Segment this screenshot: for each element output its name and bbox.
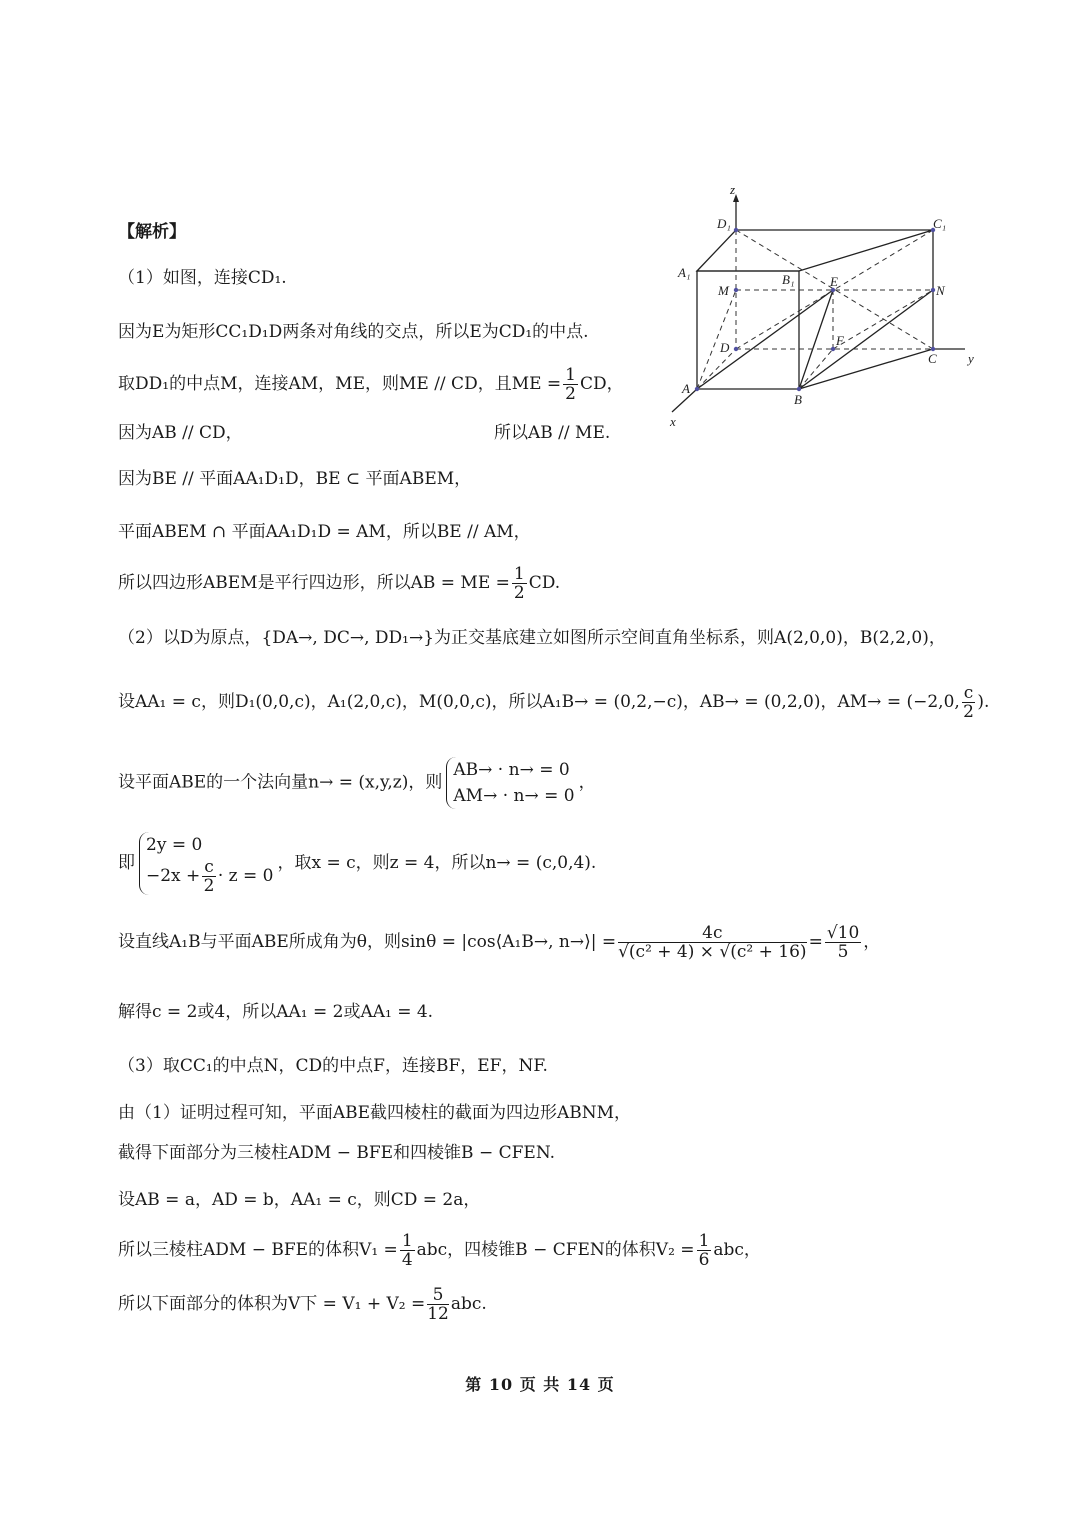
label-d1: D₁	[717, 216, 731, 231]
text-line-3-part-a: 取DD₁的中点M，连接AM，ME，则ME // CD，且ME =	[118, 374, 562, 394]
edge-bc	[799, 349, 933, 389]
fraction-c-over-2-b: $\frac{c}{2}$	[203, 857, 215, 896]
fraction-c-over-2: $\frac{c}{2}$	[963, 683, 974, 722]
equation-2b: −2x + $\frac{c}{2}$ · z = 0	[146, 857, 274, 896]
analysis-heading: 【解析】	[118, 222, 186, 242]
text-line-3	[118, 366, 624, 403]
fraction-one-sixth: $\frac{1}{6}$	[698, 1231, 710, 1270]
text-line-9	[118, 684, 989, 721]
label-y: y	[968, 351, 974, 366]
text-line-19-part-a: 所以下面部分的体积为V下 = V₁ + V₂ =	[118, 1294, 426, 1314]
label-n: N	[936, 283, 945, 298]
fraction-five-twelfths: $\frac{5}{12}$	[427, 1285, 449, 1324]
text-line-8: （2）以D为原点，{DA→, DC→, DD₁→}为正交基底建立如图所示空间直角坐标系，则A(2,0,0)，B(2,2,0)，	[118, 628, 946, 648]
equation-system-1	[446, 757, 574, 809]
text-line-18	[118, 1232, 761, 1269]
equation-1b: AM→ · n→ = 0	[453, 786, 575, 806]
fraction-one-half-2: $\frac{1}{2}$	[513, 564, 525, 603]
label-d: D	[720, 340, 730, 355]
text-line-7-part-a: 所以四边形ABEM是平行四边形，所以AB = ME =	[118, 573, 510, 593]
point-d	[734, 347, 738, 351]
point-f	[831, 347, 835, 351]
edge-bn	[799, 290, 933, 389]
text-line-19	[118, 1286, 487, 1323]
label-a1: A₁	[678, 265, 691, 280]
text-line-17: 设AB = a，AD = b，AA₁ = c，则CD = 2a，	[118, 1190, 481, 1210]
points	[695, 228, 935, 391]
text-line-3-part-b: CD，	[580, 374, 624, 394]
label-f: F	[836, 333, 844, 348]
prism-figure	[660, 180, 990, 430]
point-n	[931, 288, 935, 292]
text-line-11	[118, 832, 596, 895]
text-line-1: （1）如图，连接CD₁.	[118, 268, 287, 288]
label-c1: C₁	[933, 216, 947, 231]
text-line-12-part-b: =	[808, 932, 823, 952]
text-line-14: （3）取CC₁的中点N，CD的中点F，连接BF，EF，NF.	[118, 1056, 548, 1076]
text-line-4b: 所以AB // ME.	[494, 423, 611, 443]
text-line-11-part-e: ，取x = c，则z = 4，所以n→ = (c,0,4).	[277, 853, 597, 873]
face-top	[697, 230, 933, 271]
text-line-11-part-a: 即	[118, 853, 135, 873]
hidden-edges	[697, 230, 933, 389]
label-x: x	[670, 414, 676, 429]
text-line-5: 因为BE // 平面AA₁D₁D，BE ⊂ 平面ABEM，	[118, 469, 472, 489]
text-line-7	[118, 565, 560, 602]
text-line-12-part-a: 设直线A₁B与平面ABE所成角为θ，则sinθ = |cos⟨A₁B→, n→⟩| =	[118, 932, 617, 952]
text-line-10-part-a: 设平面ABE的一个法向量n→ = (x,y,z)，则	[118, 772, 443, 793]
face-front-aa1b1b	[697, 271, 799, 389]
text-line-13: 解得c = 2或4，所以AA₁ = 2或AA₁ = 4.	[118, 1002, 434, 1022]
page-footer: 第 10 页 共 14 页	[465, 1375, 615, 1394]
text-line-2: 因为E为矩形CC₁D₁D两条对角线的交点，所以E为CD₁的中点.	[118, 322, 589, 342]
text-line-6: 平面ABEM ∩ 平面AA₁D₁D = AM，所以BE // AM，	[118, 522, 531, 542]
equation-system-2	[139, 832, 273, 895]
label-c: C	[928, 351, 937, 366]
label-m: M	[718, 283, 729, 298]
text-line-16: 截得下面部分为三棱柱ADM − BFE和四棱锥B − CFEN.	[118, 1143, 556, 1163]
text-line-12	[118, 924, 880, 961]
fraction-one-quarter: $\frac{1}{4}$	[401, 1231, 413, 1270]
edge-be	[799, 290, 833, 389]
point-m	[734, 288, 738, 292]
label-a: A	[682, 381, 690, 396]
label-b: B	[794, 392, 802, 407]
text-line-18-part-b: abc，四棱锥B − CFEN的体积V₂ =	[416, 1240, 695, 1260]
line-fn	[833, 290, 933, 349]
equation-2a: 2y = 0	[146, 835, 203, 855]
solid-edges	[672, 198, 965, 412]
point-a	[695, 387, 699, 391]
text-line-12-part-c: ，	[863, 932, 881, 952]
text-line-4a: 因为AB // CD，	[118, 423, 243, 443]
text-line-7-part-b: CD.	[528, 573, 561, 593]
text-line-15: 由（1）证明过程可知，平面ABE截四棱柱的截面为四边形ABNM，	[118, 1103, 632, 1123]
fraction-sine: $\frac{4c}{\text{√(c² + 4) × √(c² + 16)}}$	[618, 923, 807, 962]
text-line-10: 设平面ABE的一个法向量n→ = (x,y,z)，则 AB→ · n→ = 0 AM→ · n→ = 0 ，	[118, 757, 596, 809]
text-line-9-part-b: ).	[977, 692, 990, 712]
label-e: E	[830, 274, 838, 289]
point-b	[797, 387, 801, 391]
fraction-one-half: $\frac{1}{2}$	[565, 365, 576, 404]
edge-ae	[697, 290, 833, 389]
point-d1	[734, 228, 738, 232]
label-b1: B₁	[782, 272, 795, 287]
text-line-18-part-a: 所以三棱柱ADM − BFE的体积V₁ =	[118, 1240, 398, 1260]
equation-1a: AB→ · n→ = 0	[453, 760, 570, 780]
line-bf	[799, 349, 833, 389]
text-line-19-part-b: abc.	[450, 1294, 487, 1314]
text-line-9-part-a: 设AA₁ = c，则D₁(0,0,c)，A₁(2,0,c)，M(0,0,c)，所以A₁B→ = (0,2,−c)，AB→ = (0,2,0)，AM→ = (−2,0,	[118, 692, 960, 712]
fraction-sqrt10-over-5: $\frac{√10}{5}$	[826, 923, 860, 962]
label-z: z	[730, 182, 736, 197]
text-line-18-part-c: abc，	[713, 1240, 761, 1260]
edge-ad	[697, 349, 736, 389]
